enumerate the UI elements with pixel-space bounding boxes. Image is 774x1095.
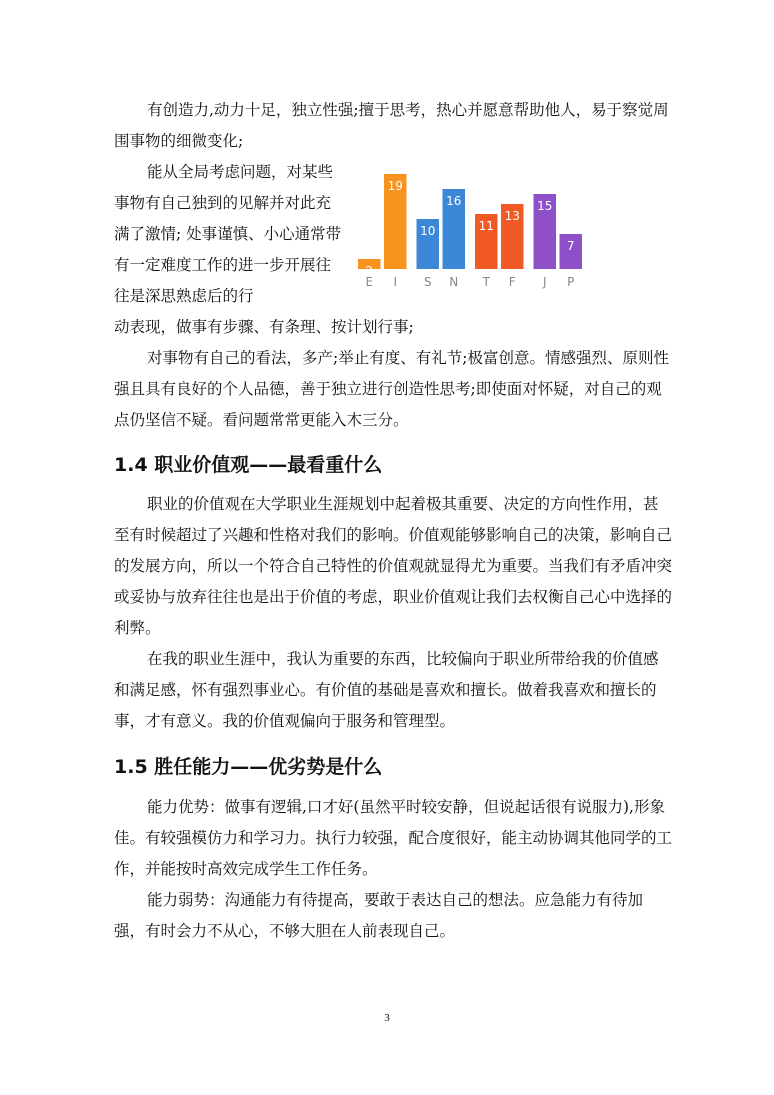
paragraph-global-view-cont: 动表现，做事有步骤、有条理、按计划行事;: [114, 318, 414, 336]
bar-value-label-S: 10: [420, 224, 436, 238]
mbti-bar-chart: [352, 165, 648, 295]
category-label-I: I: [393, 275, 398, 289]
category-label-S: S: [423, 275, 432, 289]
paragraph-my-values: 在我的职业生涯中，我认为重要的东西，比较偏向于职业所带给我的价值感和满足感，怀有强烈事业心。有价值的基础是喜欢和擅长。做着我喜欢和擅长的事，才有意义。我的价值观偏向于服务和管理型。: [114, 650, 659, 730]
category-label-T: T: [482, 275, 490, 289]
paragraph-traits: 有创造力,动力十足，独立性强;擅于思考，热心并愿意帮助他人，易于察觉周围事物的细微变化;: [114, 101, 669, 150]
bar-value-label-E: 2: [365, 264, 374, 278]
paragraph-opinions: 对事物有自己的看法，多产;举止有度、有礼节;极富创意。情感强烈、原则性强且具有良好的个人品德，善于独立进行创造性思考;即使面对怀疑，对自己的观点仍坚信不疑。看问题常常更能入木三分。: [114, 349, 669, 429]
paragraph-values-intro: 职业的价值观在大学职业生涯规划中起着极其重要、决定的方向性作用，甚至有时候超过了兴趣和性格对我们的影响。价值观能够影响自己的决策，影响自己的发展方向，所以一个符合自己特性的价值观就显得尤为重要。当我们有矛盾冲突或妥协与放弃往往也是出于价值的考虑，职业价值观让我们去权衡自己心中选择的利弊。: [114, 495, 673, 637]
bar-value-label-T: 11: [478, 219, 494, 233]
category-label-F: F: [508, 275, 516, 289]
bar-value-label-N: 16: [446, 194, 462, 208]
category-label-E: E: [365, 275, 374, 289]
bar-value-label-P: 7: [566, 239, 575, 253]
paragraph-strengths: 能力优势：做事有逻辑,口才好(虽然平时较安静，但说起话很有说服力),形象佳。有较强模仿力和学习力。执行力较强，配合度很好，能主动协调其他同学的工作，并能按时高效完成学生工作任务。: [114, 798, 673, 878]
category-label-P: P: [567, 275, 575, 289]
section-heading-values: 1.4 职业价值观——最看重什么: [114, 454, 383, 476]
paragraph-global-view: 能从全局考虑问题，对某些事物有自己独到的见解并对此充满了激情; 处事谨慎、小心通常带有一定难度工作的进一步开展往往是深思熟虑后的行: [114, 163, 342, 305]
bar-value-label-F: 13: [504, 209, 520, 223]
category-label-N: N: [449, 275, 459, 289]
section-heading-abilities: 1.5 胜任能力——优劣势是什么: [114, 756, 383, 778]
bar-value-label-J: 15: [537, 199, 553, 213]
category-label-J: J: [542, 275, 547, 289]
bar-value-label-I: 19: [387, 179, 403, 193]
paragraph-weaknesses: 能力弱势：沟通能力有待提高，要敢于表达自己的想法。应急能力有待加强，有时会力不从心，不够大胆在人前表现自己。: [114, 891, 644, 940]
page-number: 3: [384, 1012, 390, 1024]
